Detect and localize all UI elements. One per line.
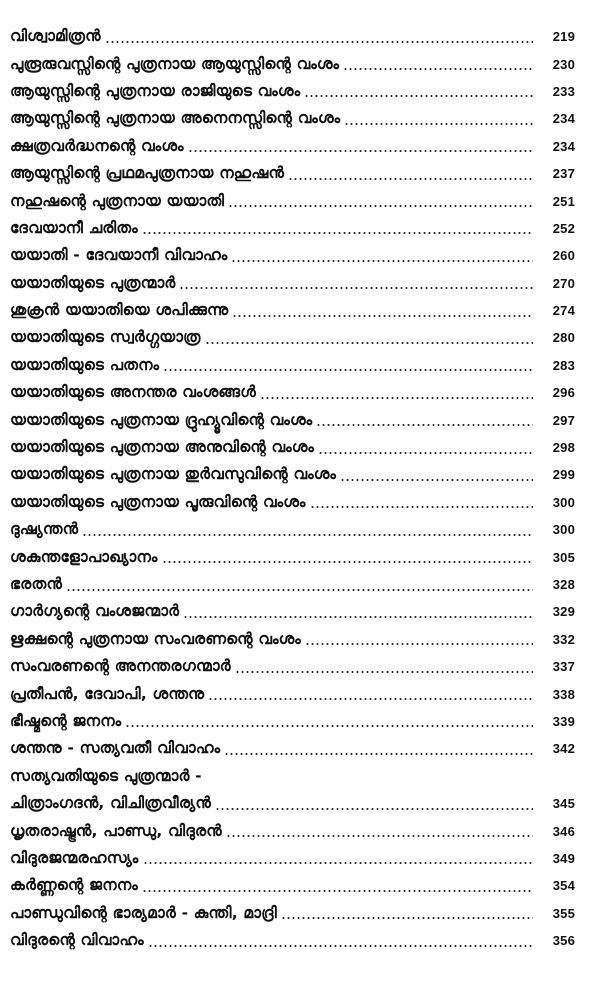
toc-leader-dots xyxy=(142,890,533,892)
toc-entry-title: നഹുഷന്റെ പുത്രനായ യയാതി xyxy=(10,191,225,210)
toc-entry-page: 283 xyxy=(552,357,575,373)
toc-entry-title: ഭരതൻ xyxy=(10,575,63,593)
toc-entry-page: 280 xyxy=(552,330,575,346)
toc-entry-title: സംവരണന്റെ അനന്തരഗന്മാർ xyxy=(10,657,231,676)
toc-entry-page: 300 xyxy=(552,494,575,510)
toc-entry-title: ദുഷ്യന്തൻ xyxy=(10,520,79,539)
toc-entry xyxy=(10,543,575,570)
toc-entry xyxy=(10,626,575,653)
toc-entry xyxy=(10,406,575,433)
toc-entry-page: 329 xyxy=(552,604,575,620)
toc-entry-title: ആയുസ്സിന്റെ പുത്രനായ അനെനസ്സിന്റെ വംശം xyxy=(10,109,341,128)
toc-entry xyxy=(10,23,575,50)
toc-entry-page: 337 xyxy=(552,659,575,675)
toc-entry xyxy=(10,297,575,324)
toc-leader-dots xyxy=(205,342,533,344)
toc-entry xyxy=(10,735,575,762)
toc-entry xyxy=(10,872,575,899)
toc-leader-dots xyxy=(310,506,533,508)
toc-entry-title: യയാതിയുടെ പതനം xyxy=(10,355,160,374)
toc-entry-page: 355 xyxy=(552,905,575,921)
toc-entry xyxy=(10,324,575,351)
toc-leader-dots xyxy=(163,369,533,371)
toc-entry-page: 300 xyxy=(552,522,575,538)
toc-entry-title: ചിത്രാംഗദൻ, വിചിത്രവീര്യൻ xyxy=(10,794,211,813)
toc-entry-page: 296 xyxy=(552,385,575,401)
toc-entry-page: 349 xyxy=(552,850,575,866)
toc-entry-title: യയാതി - ദേവയാനീ വിവാഹം xyxy=(10,246,228,265)
toc-leader-dots xyxy=(82,534,533,536)
toc-entry xyxy=(10,242,575,269)
toc-entry xyxy=(10,461,575,488)
toc-entry xyxy=(10,105,575,132)
toc-leader-dots xyxy=(340,479,533,481)
toc-entry-page: 356 xyxy=(552,933,575,949)
toc-leader-dots xyxy=(183,616,533,618)
toc-entry-page: 297 xyxy=(552,412,575,428)
toc-leader-dots xyxy=(143,862,534,864)
toc-leader-dots xyxy=(105,41,533,43)
toc-leader-dots xyxy=(260,397,533,399)
toc-entry-title: ആയുസ്സിന്റെ പുത്രനായ രാജിയുടെ വംശം xyxy=(10,81,301,100)
toc-entry-title: ധൃതരാഷ്ട്രൻ, പാണ്ഡു, വിദുരൻ xyxy=(10,821,222,840)
toc-entry xyxy=(10,215,575,242)
toc-leader-dots xyxy=(304,95,533,97)
toc-leader-dots xyxy=(281,917,533,919)
toc-entry xyxy=(10,489,575,516)
toc-entry-title: സത്യവതിയുടെ പുത്രന്മാർ - xyxy=(10,766,202,785)
toc-entry-title: ഋക്ഷന്റെ പുത്രനായ സംവരണന്റെ വംശം xyxy=(10,629,301,648)
toc-entry xyxy=(10,352,575,379)
toc-leader-dots xyxy=(162,561,533,563)
toc-section-heading xyxy=(10,763,575,790)
toc-entry-title: ക്ഷത്രവർദ്ധനന്റെ വംശം xyxy=(10,136,184,155)
toc-entry-title: വിശ്വാമിത്രൻ xyxy=(10,27,101,46)
toc-entry-title: ശകുന്തളോപാഖ്യാനം xyxy=(10,547,158,566)
toc-entry-title: വിദുരജന്മരഹസ്യം xyxy=(10,848,139,867)
toc-entry xyxy=(10,653,575,680)
toc-entry-page: 237 xyxy=(552,166,575,182)
toc-entry xyxy=(10,571,575,598)
toc-entry-page: 354 xyxy=(552,878,575,894)
toc-entry-page: 339 xyxy=(552,713,575,729)
toc-entry-page: 338 xyxy=(552,686,575,702)
toc-leader-dots xyxy=(344,123,533,125)
toc-entry-title: യയാതിയുടെ അനന്തര വംശങ്ങൾ xyxy=(10,383,256,402)
toc-entry-title: യയാതിയുടെ സ്വർഗ്ഗയാത്ര xyxy=(10,328,201,347)
toc-leader-dots xyxy=(232,315,533,317)
toc-entry-page: 251 xyxy=(552,193,575,209)
toc-entry-title: ഭീഷ്മന്റെ ജനനം xyxy=(10,711,122,730)
toc-entry-page: 299 xyxy=(552,467,575,483)
toc-entry xyxy=(10,900,575,927)
toc-entry xyxy=(10,50,575,77)
toc-leader-dots xyxy=(66,589,533,591)
toc-leader-dots xyxy=(316,424,533,426)
toc-entry-title: യയാതിയുടെ പുത്രന്മാർ xyxy=(10,273,176,292)
toc-leader-dots xyxy=(343,68,533,70)
toc-entry-page: 230 xyxy=(552,56,575,72)
toc-entry-title: ശന്തനു - സത്യവതീ വിവാഹം xyxy=(10,739,221,758)
toc-entry-page: 274 xyxy=(552,303,575,319)
toc-leader-dots xyxy=(188,150,533,152)
toc-entry xyxy=(10,790,575,817)
toc-entry-title: യയാതിയുടെ പുത്രനായ അനുവിന്റെ വംശം xyxy=(10,438,315,457)
toc-entry-title: യയാതിയുടെ പുത്രനായ തുർവസുവിന്റെ വംശം xyxy=(10,465,337,484)
toc-entry-title: യയാതിയുടെ പുത്രനായ പൂരുവിന്റെ വംശം xyxy=(10,492,306,511)
toc-leader-dots xyxy=(208,698,533,700)
toc-leader-dots xyxy=(318,452,533,454)
toc-entry-title: പാണ്ഡുവിന്റെ ഭാര്യമാർ - കുന്തി, മാദ്രി xyxy=(10,903,277,922)
toc-entry xyxy=(10,434,575,461)
toc-entry-title: പുരൂരുവസ്സിന്റെ പുത്രനായ ആയുസ്സിന്റെ വംശം xyxy=(10,54,340,73)
toc-leader-dots xyxy=(235,671,533,673)
toc-entry-page: 345 xyxy=(552,796,575,812)
toc-leader-dots xyxy=(215,808,533,810)
toc-entry-page: 233 xyxy=(552,83,575,99)
toc-leader-dots xyxy=(224,753,533,755)
toc-entry-title: ആയുസ്സിന്റെ പ്രഥമപുത്രനായ നഹുഷൻ xyxy=(10,164,285,183)
toc-entry-page: 305 xyxy=(552,549,575,565)
toc-entry xyxy=(10,160,575,187)
toc-leader-dots xyxy=(231,260,533,262)
toc-entry xyxy=(10,598,575,625)
toc-list xyxy=(10,23,575,954)
toc-entry-title: ദേവയാനീ ചരിതം xyxy=(10,218,138,237)
toc-entry-page: 270 xyxy=(552,275,575,291)
toc-entry xyxy=(10,708,575,735)
toc-entry-page: 234 xyxy=(552,111,575,127)
toc-leader-dots xyxy=(305,643,533,645)
toc-entry-title: ശുക്രൻ യയാതിയെ ശപിക്കുന്നു xyxy=(10,301,229,320)
toc-entry xyxy=(10,270,575,297)
toc-entry xyxy=(10,927,575,954)
toc-entry-title: ഗാർഗ്യന്റെ വംശജന്മാർ xyxy=(10,602,180,621)
toc-entry-page: 342 xyxy=(552,741,575,757)
toc-entry-page: 260 xyxy=(552,248,575,264)
toc-entry xyxy=(10,78,575,105)
toc-entry-title: കർണ്ണന്റെ ജനനം xyxy=(10,876,138,895)
toc-leader-dots xyxy=(142,232,533,234)
toc-entry-page: 346 xyxy=(552,823,575,839)
toc-leader-dots xyxy=(148,945,533,947)
toc-entry-title: യയാതിയുടെ പുത്രനായ ദ്രുഹ്യൂവിന്റെ വംശം xyxy=(10,410,313,429)
toc-leader-dots xyxy=(226,835,533,837)
toc-entry xyxy=(10,516,575,543)
toc-entry-page: 332 xyxy=(552,631,575,647)
toc-entry-page: 328 xyxy=(552,577,575,592)
toc-entry-title: പ്രതീപൻ, ദേവാപി, ശന്തനു xyxy=(10,684,205,703)
toc-entry xyxy=(10,680,575,707)
toc-leader-dots xyxy=(179,287,533,289)
toc-entry xyxy=(10,817,575,844)
toc-entry-page: 298 xyxy=(552,440,575,456)
toc-entry-title: വിദുരന്റെ വിവാഹം xyxy=(10,931,144,950)
toc-leader-dots xyxy=(125,725,533,727)
toc-entry-page: 234 xyxy=(552,138,575,154)
toc-leader-dots xyxy=(228,205,533,207)
toc-leader-dots xyxy=(288,178,533,180)
toc-entry xyxy=(10,187,575,214)
toc-entry-page: 252 xyxy=(552,220,575,236)
toc-entry xyxy=(10,845,575,872)
toc-entry xyxy=(10,379,575,406)
toc-entry-page: 219 xyxy=(552,29,575,45)
toc-entry xyxy=(10,133,575,160)
